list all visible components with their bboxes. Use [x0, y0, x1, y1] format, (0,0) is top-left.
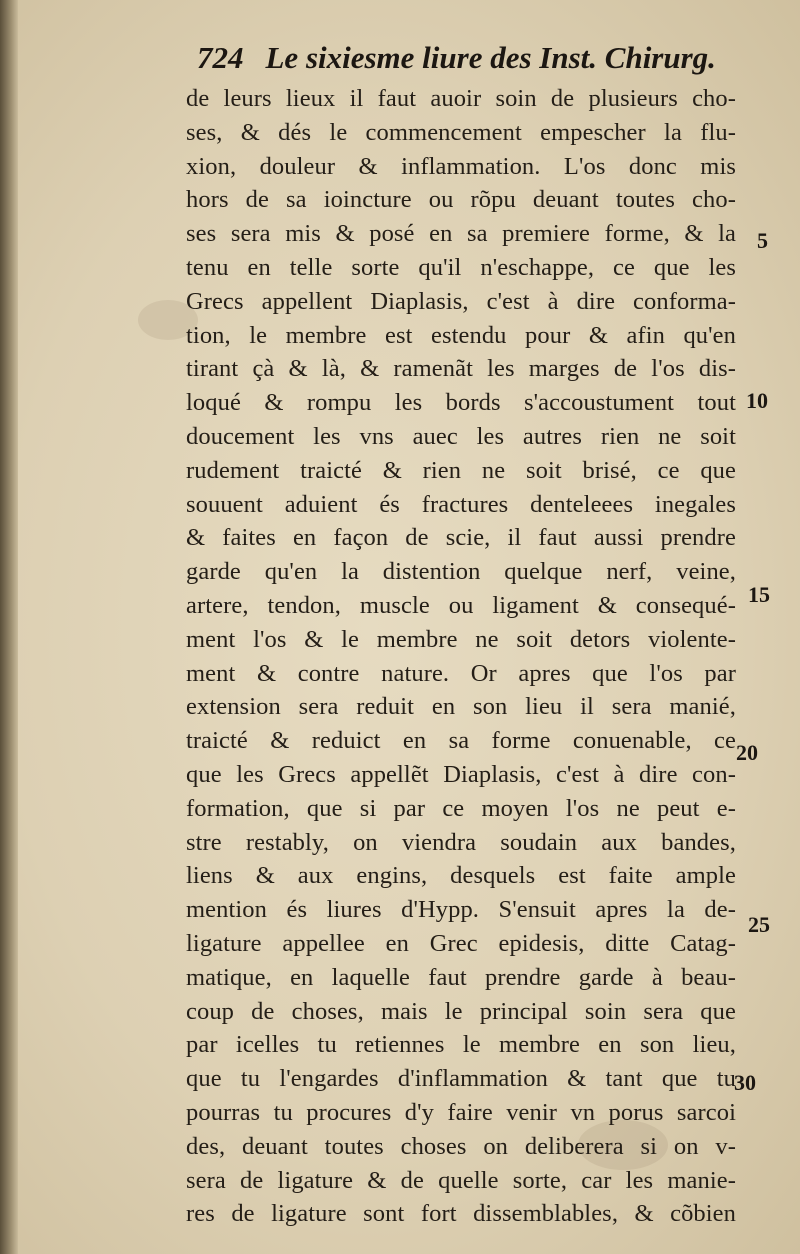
text-line: coup de choses, mais le principal soin sera que: [186, 997, 736, 1025]
text-line: res de ligature sont fort dissemblables, & cõbien: [186, 1200, 736, 1228]
text-line: tenu en telle sorte qu'il n'eschappe, ce que les: [186, 253, 736, 281]
text-line: xion, douleur & inflammation. L'os donc mis: [186, 152, 736, 180]
text-line: matique, en laquelle faut prendre garde à beau-: [186, 963, 736, 991]
text-line: & faites en façon de scie, il faut aussi prendre: [186, 524, 736, 552]
text-line: de leurs lieux il faut auoir soin de plusieurs cho-: [186, 85, 736, 112]
text-line: traicté & reduict en sa forme conuenable, ce: [186, 727, 736, 755]
margin-line-number: 15: [748, 582, 770, 607]
text-line: des, deuant toutes choses on deliberera si on v-: [186, 1132, 736, 1160]
text-line: liens & aux engins, desquels est faite ample: [186, 862, 736, 890]
text-line: souuent aduient és fractures denteleees inegales: [186, 490, 736, 518]
running-title: Le sixiesme liure des Inst. Chirurg.: [265, 40, 716, 75]
body-text: [186, 82, 736, 1231]
margin-line-number: 5: [757, 228, 768, 253]
text-line: ses sera mis & posé en sa premiere forme, & la: [186, 220, 736, 248]
text-line: par icelles tu retiennes le membre en son lieu,: [186, 1031, 736, 1059]
text-line: doucement les vns auec les autres rien ne soit: [186, 422, 736, 450]
text-line: extension sera reduit en son lieu il sera manié,: [186, 693, 736, 721]
text-line: sera de ligature & de quelle sorte, car les manie-: [186, 1166, 736, 1194]
margin-line-number: 20: [736, 740, 758, 765]
text-line: ment l'os & le membre ne soit detors violente-: [186, 625, 736, 653]
running-header: [197, 40, 717, 86]
text-line: garde qu'en la distention quelque nerf, veine,: [186, 558, 736, 586]
margin-line-number: 30: [734, 1070, 756, 1095]
text-line: Grecs appellent Diaplasis, c'est à dire conforma-: [186, 287, 736, 315]
page-number: 724: [197, 40, 244, 75]
text-line: mention és liures d'Hypp. S'ensuit apres la de-: [186, 896, 736, 924]
text-line: ses, & dés le commencement empescher la flu-: [186, 118, 736, 146]
text-line: loqué & rompu les bords s'accoustument tout: [186, 389, 736, 417]
text-line: que tu l'engardes d'inflammation & tant que tu: [186, 1065, 736, 1093]
text-line: tion, le membre est estendu pour & afin qu'en: [186, 321, 736, 349]
text-line: stre restably, on viendra soudain aux bandes,: [186, 828, 736, 856]
text-line: ligature appellee en Grec epidesis, ditte Catag-: [186, 929, 736, 957]
text-line: rudement traicté & rien ne soit brisé, ce que: [186, 456, 736, 484]
margin-line-number: 25: [748, 912, 770, 937]
text-line: ment & contre nature. Or apres que l'os par: [186, 659, 736, 687]
text-line: pourras tu procures d'y faire venir vn porus sarcoi: [186, 1098, 736, 1126]
text-line: formation, que si par ce moyen l'os ne peut e-: [186, 794, 736, 822]
text-line: tirant çà & là, & ramenãt les marges de l'os dis-: [186, 355, 736, 383]
text-line: hors de sa ioincture ou rõpu deuant toutes cho-: [186, 186, 736, 214]
book-gutter: [0, 0, 18, 1254]
margin-line-number: 10: [746, 388, 768, 413]
text-line: artere, tendon, muscle ou ligament & consequé-: [186, 591, 736, 619]
text-line: que les Grecs appellẽt Diaplasis, c'est à dire con-: [186, 760, 736, 788]
